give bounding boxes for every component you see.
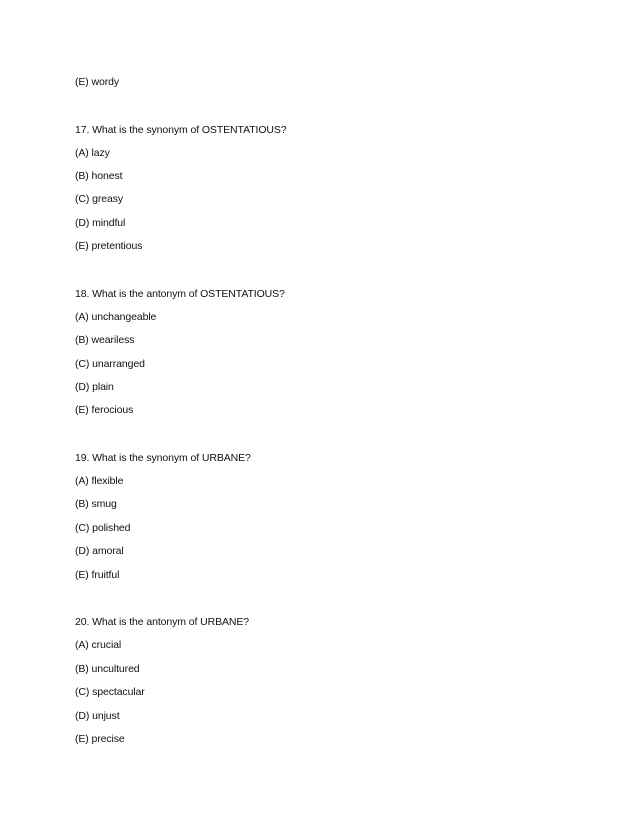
question-prompt: 18. What is the antonym of OSTENTATIOUS? — [75, 288, 285, 300]
answer-option: (C) greasy — [75, 193, 124, 205]
answer-option: (B) smug — [75, 498, 117, 510]
answer-option: (E) ferocious — [75, 404, 134, 416]
answer-option: (E) precise — [75, 733, 125, 745]
answer-option: (B) weariless — [75, 334, 135, 346]
answer-option: (D) mindful — [75, 217, 126, 229]
answer-option: (A) lazy — [75, 147, 110, 159]
answer-option: (B) uncultured — [75, 663, 140, 675]
answer-option: (D) unjust — [75, 710, 120, 722]
answer-option: (C) unarranged — [75, 358, 145, 370]
question-prompt: 17. What is the synonym of OSTENTATIOUS? — [75, 124, 287, 136]
answer-option: (E) pretentious — [75, 240, 143, 252]
answer-option: (C) spectacular — [75, 686, 145, 698]
answer-option: (A) unchangeable — [75, 311, 157, 323]
question-prompt: 19. What is the synonym of URBANE? — [75, 452, 251, 464]
answer-option: (B) honest — [75, 170, 123, 182]
answer-option: (D) plain — [75, 381, 114, 393]
question-prompt: 20. What is the antonym of URBANE? — [75, 616, 250, 628]
answer-option: (C) polished — [75, 522, 131, 534]
answer-option: (A) crucial — [75, 639, 122, 651]
answer-option: (E) fruitful — [75, 569, 120, 581]
carryover-option: (E) wordy — [75, 76, 120, 88]
answer-option: (D) amoral — [75, 545, 124, 557]
answer-option: (A) flexible — [75, 475, 124, 487]
